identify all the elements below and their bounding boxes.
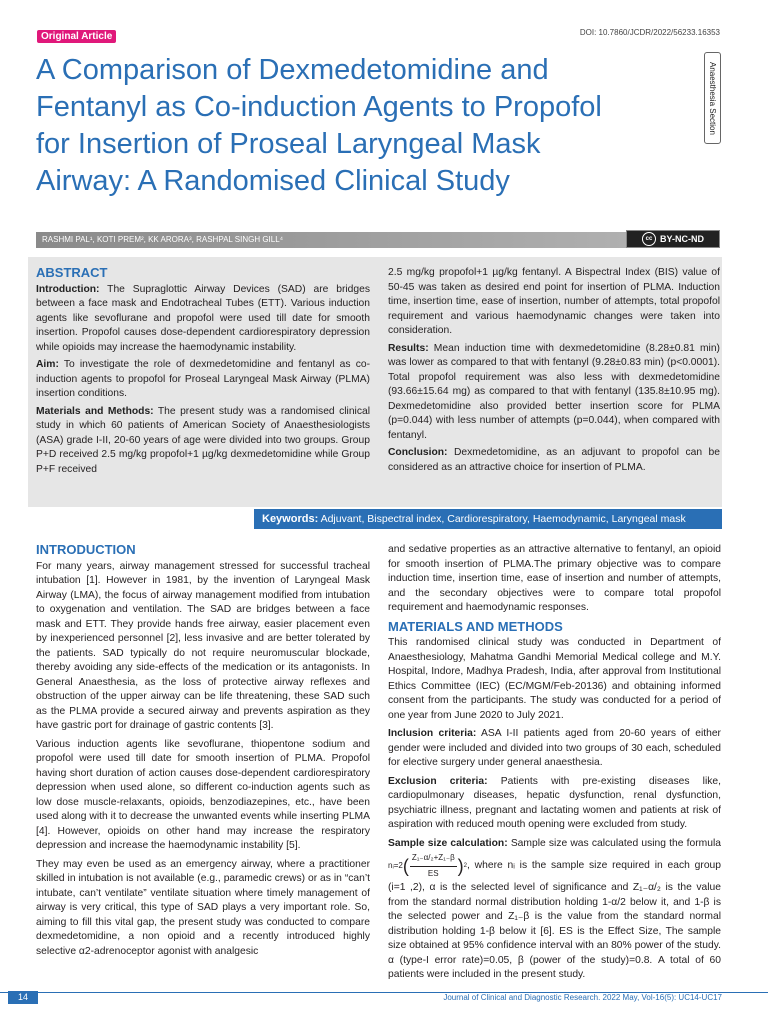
exclusion-criteria: Exclusion criteria: Patients with pre-existing diseases like, cardiopulmonary diseases, hepatic dysfunction, renal dysfunction, psychiatric illness, pregnant and lactating women and patients at risk of aspiration with reduced mouth opening were excluded from study. bbox=[388, 775, 721, 830]
abstract-conclusion: Conclusion: Dexmedetomidine, as an adjuvant to propofol can be considered as an attractive choice for insertion of PLMA. bbox=[388, 447, 720, 473]
license-badge[interactable] bbox=[626, 230, 720, 248]
inclusion-criteria: Inclusion criteria: ASA I-II patients aged from 20-60 years of either gender were included and divided into two groups of 30 each, scheduled for elective surgery under general anaesthesia. bbox=[388, 728, 721, 768]
intro-paragraph-3: They may even be used as an emergency airway, where a practitioner skilled in intubation is not available (e.g., paramedic crews) or as in “can’t intubate, can’t ventilate” ventilate situation where timely management of airway is very critical, this type of SAD plays a very important role. So, aiming to fill this vital gap, the present study was conducted to compare dexmedetomidine, a non opioid and a recently introduced highly selective α2-adrenoceptor agonist with analgesic bbox=[36, 858, 370, 957]
abstract-left-column bbox=[36, 266, 370, 480]
abstract-introduction: Introduction: The Supraglottic Airway Devices (SAD) are bridges between a face mask and Endotracheal Tubes (ETT). Various induction agents like sevoflurane and propofol were used till date for smooth insertion. Propofol causes dose-dependent cardiorespiratory depression while opioids may increase the haemodynamic instability. bbox=[36, 283, 370, 353]
doi[interactable]: DOI: 10.7860/JCDR/2022/56233.16353 bbox=[579, 28, 720, 37]
authors: RASHMI PAL¹, KOTI PREM², KK ARORA³, RASHPAL SINGH GILL⁴ bbox=[36, 232, 628, 248]
cc-icon: cc bbox=[642, 232, 656, 246]
introduction-heading: INTRODUCTION bbox=[36, 542, 136, 557]
abstract-aim: Aim: To investigate the role of dexmedetomidine and fentanyl as co-induction agents to propofol for Proseal Laryngeal Mask Airway (PLMA) insertion conditions. bbox=[36, 359, 370, 399]
journal-citation: Journal of Clinical and Diagnostic Research. 2022 May, Vol-16(5): UC14-UC17 bbox=[443, 993, 722, 1002]
abstract-heading: ABSTRACT bbox=[36, 265, 108, 280]
article-title: A Comparison of Dexmedetomidine and Fentanyl as Co-induction Agents to Propofol for Insertion of Proseal Laryngeal Mask Airway: A Randomised Clinical Study bbox=[36, 54, 602, 197]
abstract-methods: Materials and Methods: The present study was a randomised clinical study in which 60 patients of American Society of Anaesthesiologists (ASA) grade I-II, 20-60 years of age were divided into two groups. Group P+D received 2.5 mg/kg propofol+1 µg/kg dexmedetomidine while Group P+F received bbox=[36, 405, 370, 475]
methods-heading: MATERIALS AND METHODS bbox=[388, 618, 563, 634]
body-left-column bbox=[36, 543, 370, 963]
intro-paragraph-1: For many years, airway management stressed for successful tracheal intubation [1]. However in 1981, by the invention of Laryngeal Mask Airway (LMA), the focus of airway management modified from intubation to oxygenation and ventilation. The SAD are bridges between a face mask and ETT. They provide hands free airway, easier placement even by inexperienced personnel [2], less invasive and are better tolerated by the patients. SAD typically do not require neuromuscular blockade, thereby avoiding any side-effects of the medication or its antagonists. In General Anaesthesia, as the loss of protective airway reflexes and obstruction of the upper airway can be life threatening, these SAD such as the PLMA provide a secured airway and prevents aspiration as they have gastric port for drainage of gastric contents [3]. bbox=[36, 560, 370, 731]
methods-paragraph-1: This randomised clinical study was conducted in Department of Anaesthesiology, Mahatma Gandhi Memorial Medical college and M.Y. Hospital, Indore, Madhya Pradesh, India, after approval from Institutional Ethics Committee (IEC) (EC/MGM/Feb-20136) and obtaining informed consent from the participants. The study was conducted for a period of one year from June 2020 to July 2021. bbox=[388, 637, 721, 721]
article-type-badge: Original Article bbox=[37, 30, 116, 43]
section-label: Anaesthesia Section bbox=[708, 61, 717, 135]
section-tab bbox=[704, 52, 721, 144]
abstract-right-column bbox=[388, 266, 720, 478]
sample-size-formula: nᵢ=2 ( $\frac{\text{Z₁₋α/₂+Z₁₋β}}{ES}$ ) 2 bbox=[388, 853, 468, 878]
intro-paragraph-3-continued: and sedative properties as an attractive alternative to fentanyl, an opioid for smooth insertion of PLMA.The primary objective was to compare induction time, insertion time, ease of insertion and number of attempts, and the secondary objectives were to compare total propofol requirement and haemodynamic responses. bbox=[388, 544, 721, 613]
keywords-label: Keywords: bbox=[262, 513, 319, 525]
keywords-text: Adjuvant, Bispectral index, Cardiorespiratory, Haemodynamic, Laryngeal mask bbox=[320, 513, 686, 525]
sample-size: Sample size calculation: Sample size was calculated using the formula nᵢ=2 ( $\frac{\text{Z₁₋α/₂+Z₁₋β}}{ES}$ ) 2 , where nᵢ is the sample size required in each group (i=1 ,2), α is the selected level of significance and Z₁₋α/₂ is the value from the standard normal distribution holding 1-α/2 below it, and 1-β is the selected power and Z₁₋β is the value from the standard normal distribution holding 1-β below it [6]. ES is the Effect Size, The sample size obtained at 95% confidence interval with an 80% power of the study. α (type-I error rate)=0.05, β (power of the study)=0.8. A total of 60 patients were included in the present study. bbox=[388, 837, 721, 980]
license-text: BY-NC-ND bbox=[660, 234, 704, 244]
abstract-results: Results: Mean induction time with dexmedetomidine (8.28±0.81 min) was lower as compared to that with fentanyl (9.28±0.83 min) (p<0.0001). Total propofol requirement was also less with dexmedetomidine (93.66±15.64 mg) as compared to that with fentanyl (135.8±10.95 mg). Dexmedetomidine also provided better insertion score for PLMA (p=0.044) with less number of attempts (p=0.044), when compared with fentanyl. bbox=[388, 342, 720, 441]
page-number: 14 bbox=[8, 991, 38, 1004]
abstract-methods-continued: 2.5 mg/kg propofol+1 µg/kg fentanyl. A Bispectral Index (BIS) value of 50-45 was taken as desired end point for insertion of PLMA. Induction time, insertion time, ease of insertion, number of attempts, total propofol requirement and various haemodynamic changes were taken into consideration. bbox=[388, 267, 720, 336]
body-right-column bbox=[388, 543, 721, 987]
keywords-bar bbox=[254, 509, 722, 529]
intro-paragraph-2: Various induction agents like sevoflurane, thiopentone sodium and propofol were used till date for smooth insertion of PLMA. Propofol having short duration of action causes dose-dependent cardiorespiratory depression when used alone, so different co-induction agents such as low dose muscle-relaxants, opioids, benzodiazepines, etc., have been used along with it to decrease the unwanted events while inserting PLMA [4]. However, opioids on other hand may increase the respiratory depression and increase the haemodynamic instability [5]. bbox=[36, 738, 370, 851]
